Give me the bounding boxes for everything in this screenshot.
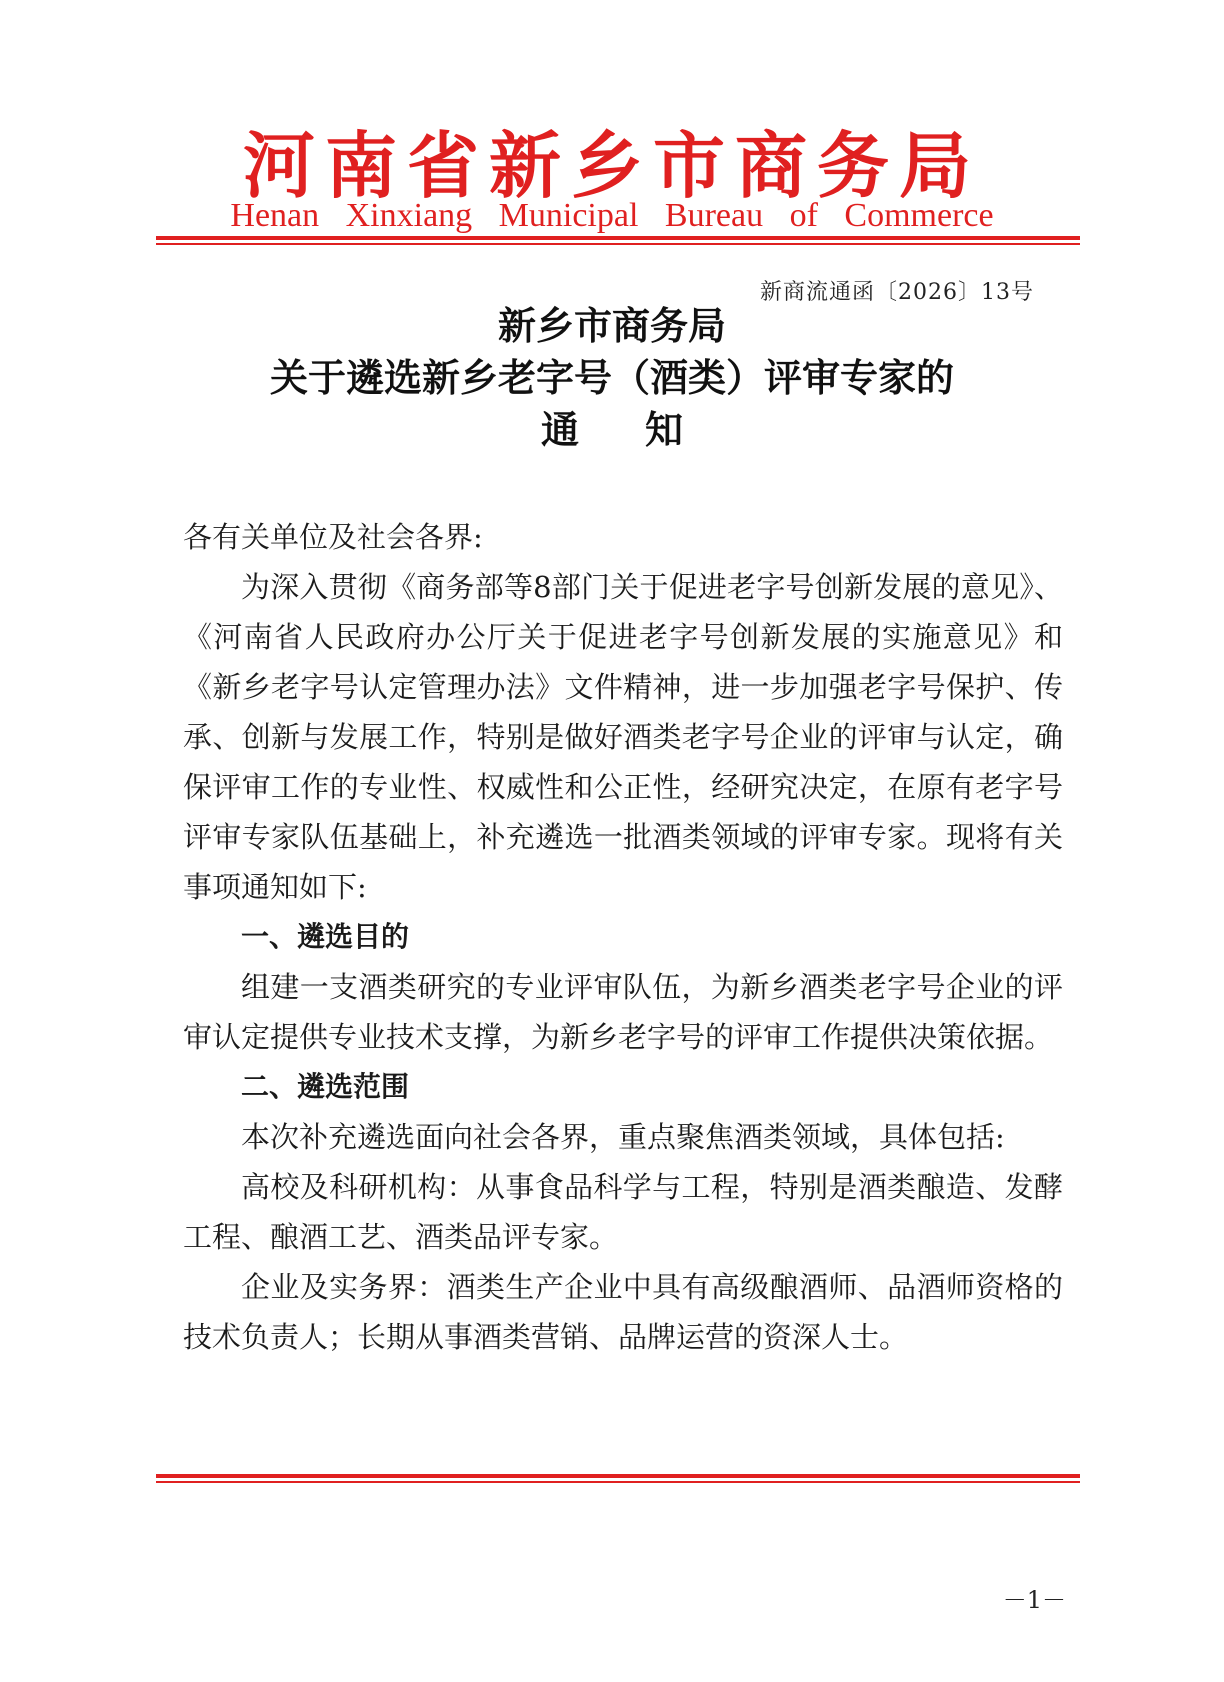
section-2-paragraph-2: 高校及科研机构：从事食品科学与工程，特别是酒类酿造、发酵工程、酿酒工艺、酒类品评专家。 [183, 1170, 1063, 1254]
intro-paragraph: 为深入贯彻《商务部等8部门关于促进老字号创新发展的意见》、《河南省人民政府办公厅关于促进老字号创新发展的实施意见》和《新乡老字号认定管理办法》文件精神，进一步加强老字号保护、传承、创新与发展工作，特别是做好酒类老字号企业的评审与认定，确保评审工作的专业性、权威性和公正性，经研究决定，在原有老字号评审专家队伍基础上，补充遴选一批酒类领域的评审专家。现将有关事项通知如下: [183, 570, 1063, 904]
section-2-paragraph-3: 企业及实务界：酒类生产企业中具有高级酿酒师、品酒师资格的技术负责人；长期从事酒类营销、品牌运营的资深人士。 [183, 1270, 1063, 1354]
salutation: 各有关单位及社会各界: [183, 520, 483, 554]
section-2-heading: 二、遴选范围 [241, 1070, 410, 1103]
title-line-3: 通知 [540, 407, 749, 452]
footer-divider [156, 1474, 1080, 1483]
document-body [183, 512, 1063, 1362]
title-line-1: 新乡市商务局 [497, 303, 726, 348]
letterhead-chinese-name: 河南省新乡市商务局 [242, 123, 981, 208]
letterhead-english-name: Henan Xinxiang Municipal Bureau of Commerce [230, 197, 994, 234]
title-line-2: 关于遴选新乡老字号（酒类）评审专家的 [269, 355, 954, 400]
footer-thick-line [156, 1474, 1080, 1478]
page-number: －1－ [1002, 1586, 1066, 1614]
divider-thick-line [156, 236, 1080, 240]
section-1-paragraph: 组建一支酒类研究的专业评审队伍，为新乡酒类老字号企业的评审认定提供专业技术支撑，为新乡老字号的评审工作提供决策依据。 [183, 970, 1063, 1054]
section-1-heading: 一、遴选目的 [241, 920, 410, 953]
letterhead-divider [156, 236, 1080, 245]
section-2-paragraph-1: 本次补充遴选面向社会各界，重点聚焦酒类领域，具体包括: [241, 1120, 1005, 1154]
footer-thin-line [156, 1481, 1080, 1483]
document-number: 新商流通函〔2026〕13号 [760, 280, 1034, 305]
divider-thin-line [156, 243, 1080, 245]
